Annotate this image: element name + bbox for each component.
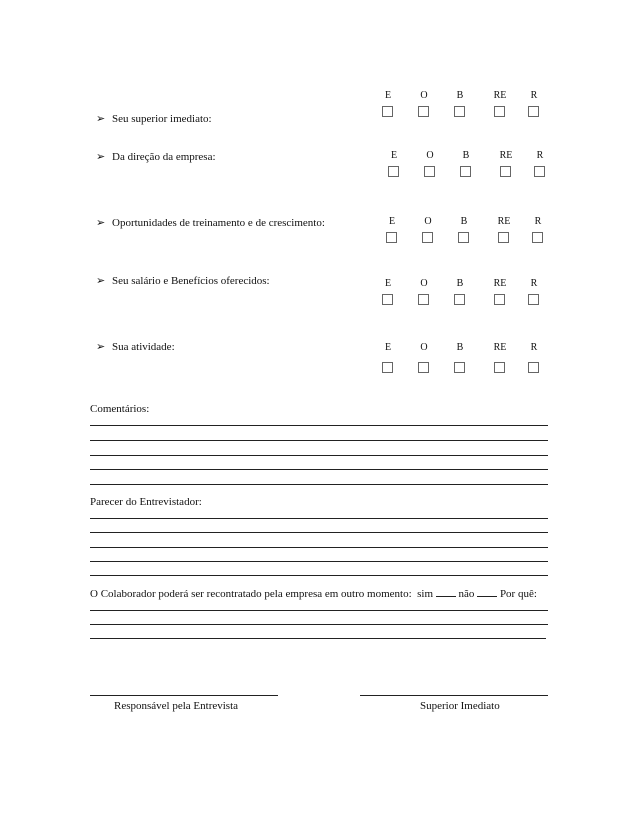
- checkbox-r[interactable]: [532, 232, 543, 243]
- signature-line-left[interactable]: [90, 695, 278, 696]
- checkbox-o[interactable]: [424, 166, 435, 177]
- scale-label-e: E: [384, 278, 392, 289]
- checkbox-o[interactable]: [422, 232, 433, 243]
- checkbox-re[interactable]: [494, 294, 505, 305]
- arrow-bullet-icon: ➢: [96, 113, 106, 125]
- item-label: Da direção da empresa:: [112, 151, 216, 163]
- rehire-yes-blank[interactable]: [436, 587, 456, 597]
- scale-label-re: RE: [497, 216, 511, 227]
- checkbox-r[interactable]: [534, 166, 545, 177]
- checkbox-re[interactable]: [494, 362, 505, 373]
- comments-line[interactable]: [90, 469, 548, 470]
- comments-title: Comentários:: [90, 403, 150, 415]
- rehire-no-label: não: [458, 588, 475, 600]
- scale-label-re: RE: [493, 342, 507, 353]
- arrow-bullet-icon: ➢: [96, 341, 106, 353]
- checkbox-e[interactable]: [382, 294, 393, 305]
- scale-label-b: B: [456, 90, 464, 101]
- scale-label-e: E: [388, 216, 396, 227]
- scale-label-b: B: [460, 216, 468, 227]
- checkbox-e[interactable]: [386, 232, 397, 243]
- rehire-line[interactable]: [90, 610, 548, 611]
- item-treinamento: [96, 216, 325, 229]
- checkbox-re[interactable]: [498, 232, 509, 243]
- checkbox-r[interactable]: [528, 294, 539, 305]
- item-label: Seu superior imediato:: [112, 113, 212, 125]
- scale-label-e: E: [384, 90, 392, 101]
- item-label: Oportunidades de treinamento e de crescimento:: [112, 217, 325, 229]
- scale-label-re: RE: [499, 150, 513, 161]
- scale-label-r: R: [536, 150, 544, 161]
- scale-label-r: R: [530, 342, 538, 353]
- item-label: Sua atividade:: [112, 341, 175, 353]
- item-label: Seu salário e Benefícios oferecidos:: [112, 275, 270, 287]
- rating-scale-direcao: [384, 150, 564, 190]
- checkbox-b[interactable]: [460, 166, 471, 177]
- checkbox-b[interactable]: [454, 106, 465, 117]
- checkbox-b[interactable]: [454, 362, 465, 373]
- interviewer-title: Parecer do Entrevistador:: [90, 496, 202, 508]
- signature-line-right[interactable]: [360, 695, 548, 696]
- rehire-line[interactable]: [90, 624, 548, 625]
- rehire-question-row: [90, 587, 537, 600]
- scale-label-o: O: [424, 216, 432, 227]
- checkbox-e[interactable]: [388, 166, 399, 177]
- item-superior: [96, 112, 212, 125]
- interviewer-line[interactable]: [90, 547, 548, 548]
- signature-label-right: Superior Imediato: [420, 700, 500, 712]
- item-salario: [96, 274, 270, 287]
- scale-label-e: E: [390, 150, 398, 161]
- interviewer-line[interactable]: [90, 532, 548, 533]
- checkbox-b[interactable]: [458, 232, 469, 243]
- checkbox-o[interactable]: [418, 294, 429, 305]
- scale-label-o: O: [420, 90, 428, 101]
- scale-label-o: O: [420, 278, 428, 289]
- comments-line[interactable]: [90, 440, 548, 441]
- scale-label-r: R: [530, 90, 538, 101]
- item-direcao: [96, 150, 216, 163]
- scale-label-r: R: [530, 278, 538, 289]
- scale-label-o: O: [420, 342, 428, 353]
- rating-scale-superior: [378, 90, 558, 130]
- rehire-line[interactable]: [90, 638, 546, 639]
- scale-label-b: B: [456, 342, 464, 353]
- rehire-question: O Colaborador poderá ser recontratado pela empresa em outro momento:: [90, 588, 412, 600]
- scale-label-r: R: [534, 216, 542, 227]
- checkbox-o[interactable]: [418, 362, 429, 373]
- interviewer-line[interactable]: [90, 518, 548, 519]
- arrow-bullet-icon: ➢: [96, 275, 106, 287]
- checkbox-e[interactable]: [382, 362, 393, 373]
- interviewer-line[interactable]: [90, 561, 548, 562]
- rehire-yes-label: sim: [417, 588, 434, 600]
- scale-label-e: E: [384, 342, 392, 353]
- rehire-why-label: Por quê:: [499, 588, 537, 600]
- checkbox-re[interactable]: [494, 106, 505, 117]
- item-atividade: [96, 340, 175, 353]
- rehire-no-blank[interactable]: [477, 587, 497, 597]
- rating-scale-treinamento: [382, 216, 562, 256]
- checkbox-r[interactable]: [528, 362, 539, 373]
- comments-line[interactable]: [90, 484, 548, 485]
- arrow-bullet-icon: ➢: [96, 217, 106, 229]
- interviewer-line[interactable]: [90, 575, 548, 576]
- comments-line[interactable]: [90, 455, 548, 456]
- scale-label-re: RE: [493, 278, 507, 289]
- checkbox-b[interactable]: [454, 294, 465, 305]
- checkbox-r[interactable]: [528, 106, 539, 117]
- rating-scale-salario: [378, 278, 558, 318]
- scale-label-b: B: [456, 278, 464, 289]
- scale-label-b: B: [462, 150, 470, 161]
- comments-line[interactable]: [90, 425, 548, 426]
- checkbox-re[interactable]: [500, 166, 511, 177]
- scale-label-o: O: [426, 150, 434, 161]
- checkbox-o[interactable]: [418, 106, 429, 117]
- scale-label-re: RE: [493, 90, 507, 101]
- arrow-bullet-icon: ➢: [96, 151, 106, 163]
- rating-scale-atividade: [378, 342, 558, 382]
- checkbox-e[interactable]: [382, 106, 393, 117]
- signature-label-left: Responsável pela Entrevista: [114, 700, 239, 712]
